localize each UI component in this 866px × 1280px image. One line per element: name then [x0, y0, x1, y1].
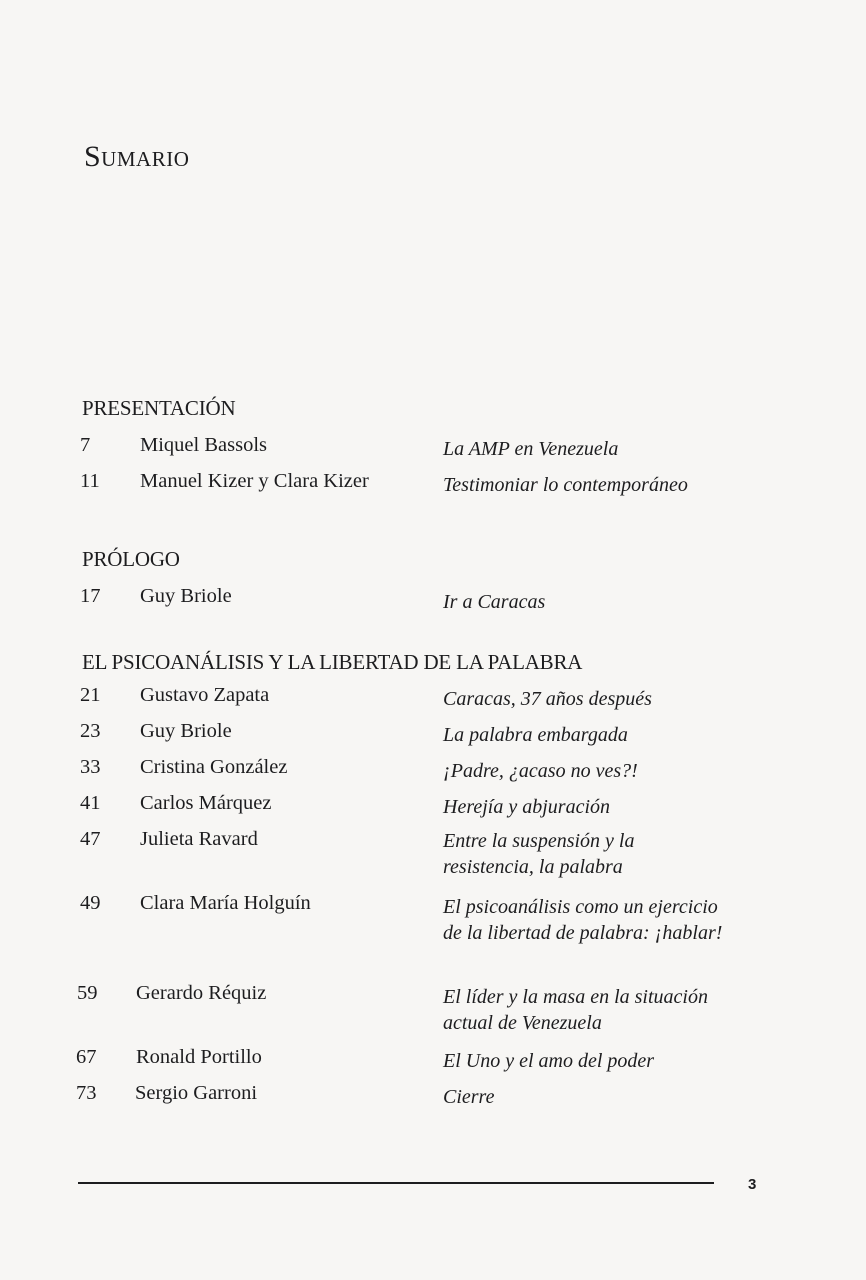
- entry-work-title: El Uno y el amo del poder: [443, 1050, 655, 1072]
- entry-page-number: 33: [80, 756, 101, 778]
- footer-rule: [78, 1182, 714, 1184]
- entry-page-number: 17: [80, 585, 101, 607]
- entry-page-number: 67: [76, 1046, 97, 1068]
- entry-page-number: 7: [80, 434, 91, 456]
- section-heading: EL PSICOANÁLISIS Y LA LIBERTAD DE LA PALABRA: [82, 650, 583, 674]
- entry-author: Gerardo Réquiz: [136, 982, 267, 1004]
- entry-work-title: El psicoanálisis como un ejercicio de la libertad de palabra: ¡hablar!: [443, 896, 723, 944]
- entry-work-title: Entre la suspensión y la resistencia, la palabra: [443, 830, 635, 878]
- entry-author: Julieta Ravard: [140, 828, 258, 850]
- entry-work-title: El líder y la masa en la situación actual de Venezuela: [443, 986, 708, 1034]
- page-title: Sumario: [84, 140, 190, 173]
- entry-work-title: La palabra embargada: [443, 724, 628, 746]
- entry-author: Gustavo Zapata: [140, 684, 270, 706]
- page-number: 3: [748, 1176, 757, 1193]
- entry-page-number: 23: [80, 720, 101, 742]
- entry-page-number: 21: [80, 684, 101, 706]
- entry-author: Miquel Bassols: [140, 434, 267, 456]
- entry-work-title: Testimoniar lo contemporáneo: [443, 474, 688, 496]
- entry-author: Manuel Kizer y Clara Kizer: [140, 470, 369, 492]
- entry-page-number: 11: [80, 470, 100, 492]
- entry-work-title: Cierre: [443, 1086, 495, 1108]
- section-heading: PRÓLOGO: [82, 547, 180, 571]
- entry-author: Ronald Portillo: [136, 1046, 262, 1068]
- entry-work-title: La AMP en Venezuela: [443, 438, 619, 460]
- entry-page-number: 59: [77, 982, 98, 1004]
- entry-work-title: Caracas, 37 años después: [443, 688, 652, 710]
- entry-author: Clara María Holguín: [140, 892, 311, 914]
- entry-author: Guy Briole: [140, 585, 232, 607]
- entry-page-number: 41: [80, 792, 101, 814]
- entry-work-title: Herejía y abjuración: [443, 796, 611, 818]
- entry-author: Carlos Márquez: [140, 792, 272, 814]
- entry-page-number: 73: [76, 1082, 97, 1104]
- entry-work-title: ¡Padre, ¿acaso no ves?!: [443, 760, 638, 782]
- entry-author: Sergio Garroni: [135, 1082, 258, 1104]
- entry-work-title: Ir a Caracas: [443, 591, 546, 613]
- entry-author: Guy Briole: [140, 720, 232, 742]
- entry-page-number: 49: [80, 892, 101, 914]
- section-heading: PRESENTACIÓN: [82, 396, 236, 420]
- entry-author: Cristina González: [140, 756, 288, 778]
- entry-page-number: 47: [80, 828, 101, 850]
